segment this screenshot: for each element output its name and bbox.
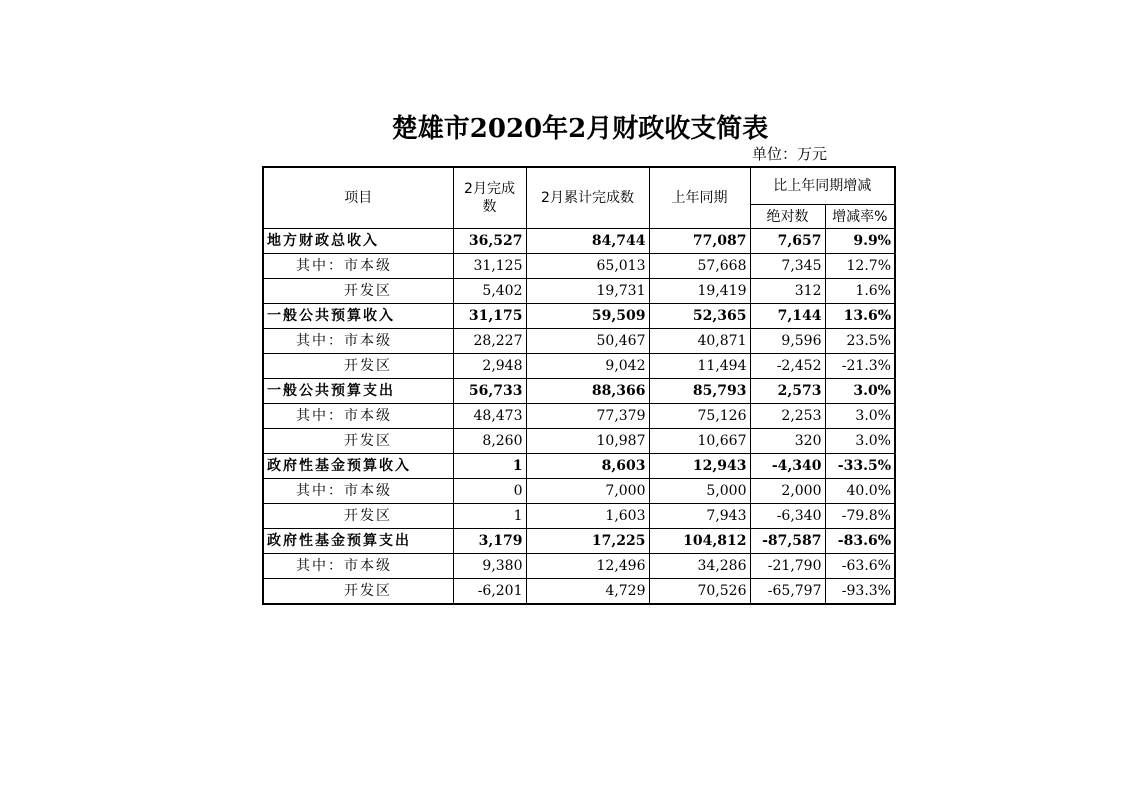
cell-rate: -63.6%: [825, 554, 895, 579]
table-row: [263, 454, 895, 479]
cell-feb: 36,527: [453, 229, 526, 254]
table-body: [263, 229, 895, 605]
cell-cum: 77,379: [526, 404, 649, 429]
table-row: [263, 279, 895, 304]
cell-ly: 7,943: [649, 504, 750, 529]
cell-abs: 7,657: [750, 229, 825, 254]
cell-rate: -93.3%: [825, 579, 895, 605]
cell-rate: -21.3%: [825, 354, 895, 379]
cell-feb: 8,260: [453, 429, 526, 454]
cell-ly: 70,526: [649, 579, 750, 605]
cell-ly: 75,126: [649, 404, 750, 429]
cell-feb: 48,473: [453, 404, 526, 429]
cell-ly: 77,087: [649, 229, 750, 254]
header-feb-done: 2月完成数: [453, 167, 526, 229]
cell-cum: 19,731: [526, 279, 649, 304]
table-row: [263, 479, 895, 504]
cell-cum: 84,744: [526, 229, 649, 254]
cell-rate: -83.6%: [825, 529, 895, 554]
cell-abs: -87,587: [750, 529, 825, 554]
cell-feb: -6,201: [453, 579, 526, 605]
row-name: 其中：市本级: [263, 254, 453, 279]
table-row: [263, 229, 895, 254]
cell-abs: 7,144: [750, 304, 825, 329]
unit-label: 单位：万元: [752, 145, 828, 163]
cell-ly: 34,286: [649, 554, 750, 579]
cell-abs: 2,253: [750, 404, 825, 429]
cell-ly: 19,419: [649, 279, 750, 304]
cell-cum: 7,000: [526, 479, 649, 504]
cell-abs: 7,345: [750, 254, 825, 279]
row-name: 开发区: [263, 279, 453, 304]
table-row: [263, 354, 895, 379]
cell-cum: 4,729: [526, 579, 649, 605]
cell-cum: 8,603: [526, 454, 649, 479]
row-name: 其中：市本级: [263, 479, 453, 504]
cell-rate: -33.5%: [825, 454, 895, 479]
table-row: [263, 504, 895, 529]
cell-rate: -79.8%: [825, 504, 895, 529]
cell-abs: -65,797: [750, 579, 825, 605]
cell-ly: 57,668: [649, 254, 750, 279]
cell-feb: 5,402: [453, 279, 526, 304]
cell-cum: 59,509: [526, 304, 649, 329]
cell-feb: 56,733: [453, 379, 526, 404]
row-name: 一般公共预算支出: [263, 379, 453, 404]
cell-feb: 31,175: [453, 304, 526, 329]
table-row: [263, 404, 895, 429]
cell-cum: 10,987: [526, 429, 649, 454]
cell-ly: 52,365: [649, 304, 750, 329]
cell-ly: 12,943: [649, 454, 750, 479]
cell-feb: 0: [453, 479, 526, 504]
cell-rate: 23.5%: [825, 329, 895, 354]
cell-abs: 312: [750, 279, 825, 304]
row-name: 其中：市本级: [263, 329, 453, 354]
table-row: [263, 529, 895, 554]
table-row: [263, 379, 895, 404]
row-name: 开发区: [263, 429, 453, 454]
cell-feb: 1: [453, 454, 526, 479]
document-title: 楚雄市2020年2月财政收支简表: [391, 114, 769, 144]
header-rate: 增减率%: [825, 205, 895, 229]
table-row: [263, 579, 895, 605]
cell-abs: -2,452: [750, 354, 825, 379]
row-name: 政府性基金预算收入: [263, 454, 453, 479]
table-row: [263, 329, 895, 354]
table-row: [263, 429, 895, 454]
cell-abs: -21,790: [750, 554, 825, 579]
row-name: 开发区: [263, 354, 453, 379]
cell-cum: 88,366: [526, 379, 649, 404]
row-name: 一般公共预算收入: [263, 304, 453, 329]
cell-cum: 9,042: [526, 354, 649, 379]
row-name: 其中：市本级: [263, 404, 453, 429]
cell-cum: 12,496: [526, 554, 649, 579]
cell-cum: 50,467: [526, 329, 649, 354]
cell-rate: 13.6%: [825, 304, 895, 329]
cell-rate: 1.6%: [825, 279, 895, 304]
header-absolute: 绝对数: [750, 205, 825, 229]
table-row: [263, 304, 895, 329]
header-feb-cumulative: 2月累计完成数: [526, 167, 649, 229]
finance-table: [262, 166, 896, 605]
cell-abs: 2,000: [750, 479, 825, 504]
cell-rate: 3.0%: [825, 404, 895, 429]
cell-rate: 3.0%: [825, 429, 895, 454]
cell-abs: -4,340: [750, 454, 825, 479]
cell-ly: 85,793: [649, 379, 750, 404]
cell-ly: 40,871: [649, 329, 750, 354]
table-row: [263, 554, 895, 579]
cell-ly: 10,667: [649, 429, 750, 454]
header-item: 项目: [263, 167, 453, 229]
cell-feb: 3,179: [453, 529, 526, 554]
cell-ly: 11,494: [649, 354, 750, 379]
cell-cum: 17,225: [526, 529, 649, 554]
cell-feb: 9,380: [453, 554, 526, 579]
cell-cum: 1,603: [526, 504, 649, 529]
cell-feb: 2,948: [453, 354, 526, 379]
row-name: 政府性基金预算支出: [263, 529, 453, 554]
row-name: 开发区: [263, 579, 453, 605]
table-row: [263, 254, 895, 279]
cell-abs: -6,340: [750, 504, 825, 529]
row-name: 其中：市本级: [263, 554, 453, 579]
cell-rate: 12.7%: [825, 254, 895, 279]
cell-ly: 104,812: [649, 529, 750, 554]
cell-rate: 40.0%: [825, 479, 895, 504]
cell-abs: 2,573: [750, 379, 825, 404]
row-name: 地方财政总收入: [263, 229, 453, 254]
header-compare: 比上年同期增减: [750, 167, 895, 205]
cell-cum: 65,013: [526, 254, 649, 279]
cell-rate: 3.0%: [825, 379, 895, 404]
cell-abs: 9,596: [750, 329, 825, 354]
cell-ly: 5,000: [649, 479, 750, 504]
header-last-year: 上年同期: [649, 167, 750, 229]
row-name: 开发区: [263, 504, 453, 529]
cell-feb: 28,227: [453, 329, 526, 354]
cell-feb: 1: [453, 504, 526, 529]
cell-abs: 320: [750, 429, 825, 454]
cell-feb: 31,125: [453, 254, 526, 279]
cell-rate: 9.9%: [825, 229, 895, 254]
